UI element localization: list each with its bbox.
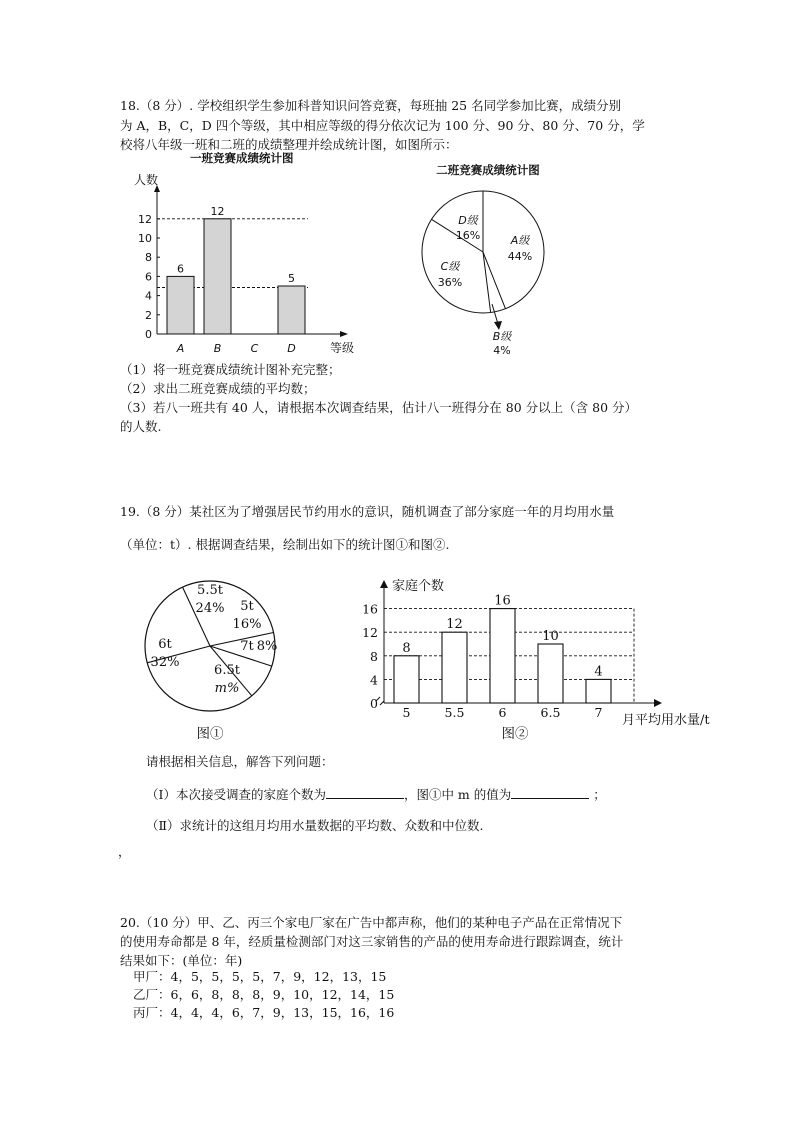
q18-sub3b: 的人数.	[120, 419, 162, 434]
bar	[538, 644, 563, 703]
q19-prompt: 请根据相关信息，解答下列问题：	[146, 754, 334, 769]
slice-label: 6t	[158, 637, 172, 652]
slice-percent: 16%	[455, 229, 481, 242]
x-tick-label: 5	[402, 705, 411, 720]
slice-label: C级	[440, 260, 460, 273]
bar	[586, 679, 611, 703]
y-tick-label: 12	[362, 625, 378, 641]
y-tick-label: 8	[370, 648, 378, 664]
x-axis-arrow	[654, 699, 662, 707]
x-tick-label: D	[287, 342, 296, 355]
x-tick-label: 6.5	[540, 705, 561, 720]
leader-arrow	[494, 321, 502, 330]
y-tick-label: 2	[145, 308, 152, 322]
x-tick-label: 6	[498, 705, 507, 720]
class2-pie-chart	[408, 152, 568, 362]
q19-line2: （单位：t）. 根据调查结果，绘制出如下的统计图①和图②.	[120, 537, 450, 552]
y-tick-label: 8	[145, 251, 152, 265]
chart-title: 二班竞赛成绩统计图	[436, 163, 540, 177]
q19-part1-b: ，图①中 m 的值为	[403, 787, 512, 802]
slice-percent: 44%	[507, 250, 533, 263]
slice-label: 5.5t	[197, 583, 223, 598]
q19-part2: （Ⅱ）求统计的这组月均用水量数据的平均数、众数和中位数.	[146, 818, 484, 833]
x-axis-arrow	[340, 331, 348, 337]
q20-factory-bing: 丙厂：4，4，4，6，7，9，13，15，16，16	[133, 1005, 395, 1020]
x-axis-label: 月平均用水量/t	[622, 713, 710, 728]
x-axis-label: 等级	[330, 341, 355, 355]
data-label: 6	[177, 262, 184, 276]
slice-label: B级	[492, 330, 512, 343]
q18-line3: 校将八年级一班和二班的成绩整理并绘成统计图，如图所示：	[120, 137, 458, 152]
answer-blank-m[interactable]	[511, 786, 589, 799]
figure1-pie-chart	[135, 578, 295, 748]
bar	[167, 276, 194, 334]
y-tick-label: 4	[145, 289, 152, 303]
y-tick-label: 0	[145, 328, 152, 341]
slice-percent: 36%	[437, 276, 463, 289]
slice-percent: 8%	[256, 639, 278, 654]
q19-line1: 19.（8 分）某社区为了增强居民节约用水的意识，随机调查了部分家庭一年的月均用水量	[120, 504, 615, 519]
data-label: 10	[542, 629, 559, 644]
y-tick-label: 12	[138, 212, 152, 226]
q20-factory-jia: 甲厂：4，5，5，5，5，7，9，12，13，15	[133, 969, 387, 984]
data-label: 4	[594, 664, 603, 680]
data-label: 5	[288, 272, 295, 285]
data-label: 8	[402, 640, 411, 656]
data-label: 16	[494, 593, 511, 609]
bar	[394, 656, 419, 703]
q19-part1-a: （Ⅰ）本次接受调查的家庭个数为	[146, 787, 326, 802]
x-tick-label: 5.5	[444, 705, 465, 720]
q19-part1	[146, 785, 606, 805]
bar	[490, 609, 515, 703]
y-axis-label: 家庭个数	[392, 579, 445, 594]
chart-title: 一班竞赛成绩统计图	[190, 152, 294, 165]
q18-sub1: （1）将一班竞赛成绩统计图补充完整；	[120, 362, 341, 377]
slice-label: 7t	[240, 639, 254, 654]
x-tick-label: B	[213, 342, 222, 355]
slice-percent: 32%	[150, 655, 180, 670]
y-tick-label: 6	[145, 270, 152, 284]
q19-part1-c: ；	[593, 787, 606, 802]
q20-line1: 20.（10 分）甲、乙、丙三个家电厂家在广告中都声称，他们的某种电子产品在正常情况下	[120, 915, 623, 930]
y-axis-label: 人数	[134, 173, 159, 187]
slice-label: D级	[458, 214, 478, 227]
class1-bar-chart	[130, 152, 370, 362]
q18-line2: 为 A，B，C，D 四个等级，其中相应等级的得分依次记为 100 分、90 分、80 分、70 分，学	[120, 118, 645, 133]
q20-factory-yi: 乙厂：6，6，8，8，8，9，10，12，14，15	[133, 987, 395, 1002]
figure-caption: 图①	[196, 726, 224, 742]
slice-percent: 16%	[232, 617, 262, 632]
data-label: 12	[210, 204, 225, 218]
y-tick-label: 4	[370, 672, 378, 688]
slice-percent: 4%	[493, 344, 511, 357]
q20-line3: 结果如下：(单位：年)	[120, 953, 243, 968]
slice-label: 5t	[240, 599, 254, 614]
slice-label: 6.5t	[214, 663, 240, 678]
q18-sub2: （2）求出二班竞赛成绩的平均数；	[120, 381, 316, 396]
x-tick-label: 7	[594, 705, 603, 720]
y-tick-label: 0	[370, 696, 378, 711]
y-axis-arrow	[380, 580, 388, 588]
x-tick-label: A	[176, 342, 185, 355]
q20-line2: 的使用寿命都是 8 年，经质量检测部门对这三家销售的产品的使用寿命进行跟踪调查，统计	[120, 934, 624, 949]
y-tick-label: 10	[138, 232, 152, 245]
figure-caption: 图②	[501, 726, 529, 742]
stray-comma: ，	[118, 844, 131, 859]
q18-sub3a: （3）若八一班共有 40 人，请根据本次调查结果，估计八一班得分在 80 分以上（含 80 分）	[120, 400, 638, 415]
slice-label: A级	[510, 234, 530, 247]
y-tick-label: 16	[362, 601, 378, 617]
data-label: 12	[446, 617, 463, 633]
bar	[278, 286, 305, 334]
slice-percent: 24%	[195, 601, 225, 616]
bar	[442, 632, 467, 703]
x-tick-label: C	[250, 342, 259, 355]
bar	[204, 219, 231, 334]
slice-percent: m%	[214, 681, 240, 696]
figure2-bar-chart	[360, 572, 730, 748]
q18-line1: 18.（8 分）. 学校组织学生参加科普知识问答竞赛，每班抽 25 名同学参加比赛，成绩分别	[120, 98, 622, 113]
answer-blank-households[interactable]	[326, 786, 404, 799]
